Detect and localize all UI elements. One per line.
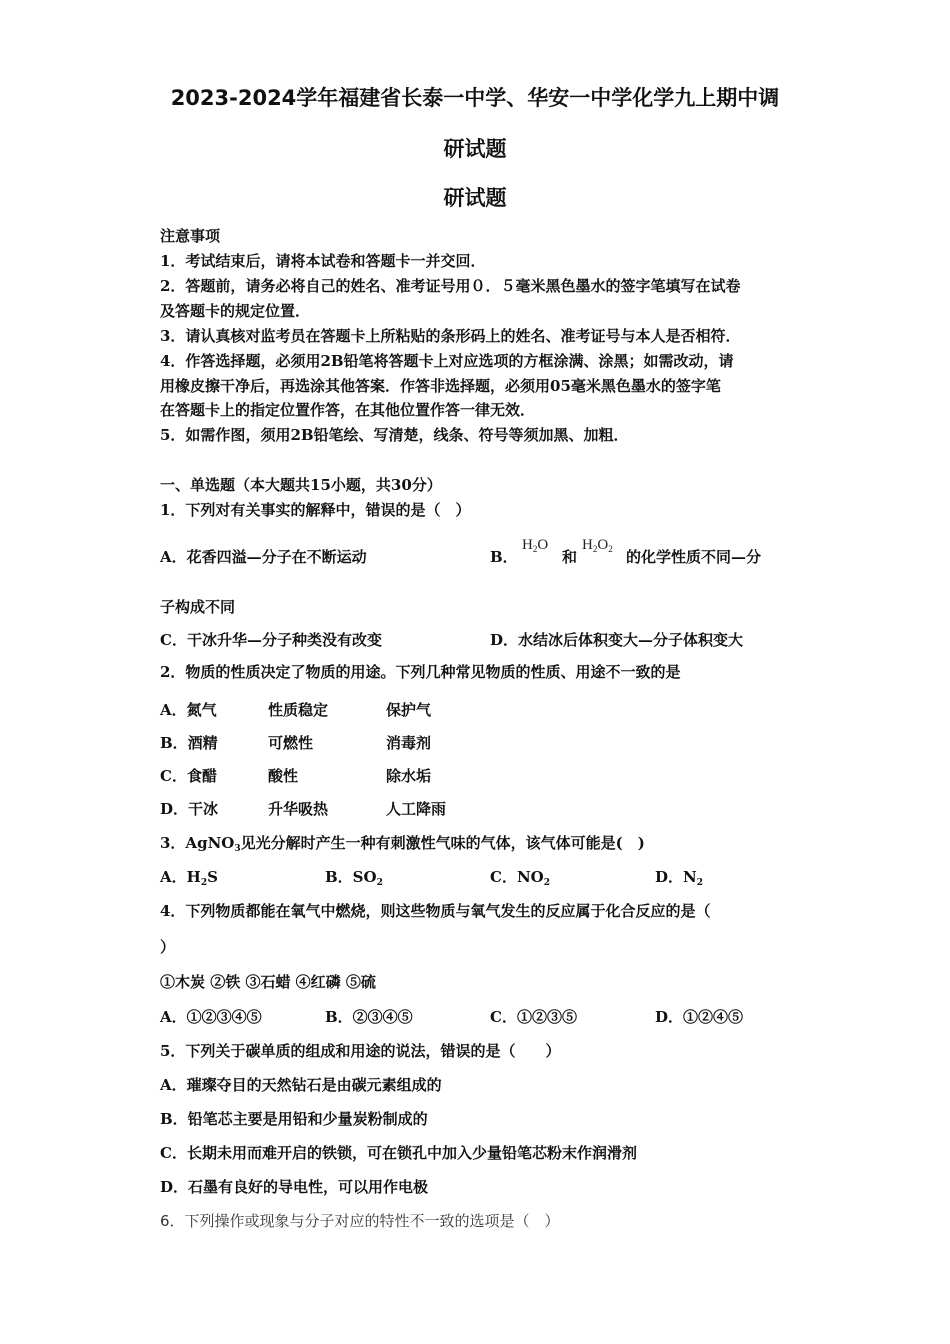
property-cell: 可燃性	[268, 734, 314, 752]
option-label: B．酒精	[160, 734, 218, 752]
option-b: B．铅笔芯主要是用铅和少量炭粉制成的	[160, 1110, 428, 1128]
question-stem: 6．下列操作或现象与分子对应的特性不一致的选项是（ ）	[160, 1212, 560, 1230]
option-d: D．①②④⑤	[655, 1008, 744, 1026]
option-a: A．璀璨夺目的天然钻石是由碳元素组成的	[160, 1076, 442, 1094]
notice-item: 2．答题前，请务必将自己的姓名、准考证号用０．５毫米黑色墨水的签字笔填写在试卷	[160, 277, 741, 295]
notice-item: 4．作答选择题，必须用2B铅笔将答题卡上对应选项的方框涂满、涂黑；如需改动，请	[160, 352, 734, 370]
use-cell: 消毒剂	[386, 734, 432, 752]
option-d: D．石墨有良好的导电性，可以用作电极	[160, 1178, 429, 1196]
option-c: C．①②③⑤	[490, 1008, 577, 1026]
question-stem: 5．下列关于碳单质的组成和用途的说法，错误的是（ ）	[160, 1042, 561, 1060]
use-cell: 保护气	[386, 701, 432, 719]
option-b-prefix: B．	[490, 548, 518, 566]
question-stem-wrap: ）	[160, 938, 176, 956]
option-b-and: 和	[562, 548, 578, 566]
option-c: C．$NO_2$	[490, 868, 550, 888]
option-label: A．氮气	[160, 701, 217, 719]
option-b-wrap: 子构成不同	[160, 598, 236, 616]
option-d: D．水结冰后体积变大—分子体积变大	[490, 631, 744, 649]
option-c: C．长期未用而难开启的铁锁，可在锁孔中加入少量铅笔芯粉末作润滑剂	[160, 1144, 637, 1162]
notice-item: 1．考试结束后，请将本试卷和答题卡一并交回．	[160, 252, 486, 270]
use-cell: 除水垢	[386, 767, 432, 785]
option-label: D．干冰	[160, 800, 219, 818]
property-cell: 酸性	[268, 767, 299, 785]
property-cell: 升华吸热	[268, 800, 329, 818]
option-c: C．干冰升华—分子种类没有改变	[160, 631, 382, 649]
page-title: 2023-2024学年福建省长泰一中学、华安一中学化学九上期中调	[170, 86, 780, 110]
option-b-text: 的化学性质不同—分	[626, 548, 762, 566]
notice-heading: 注意事项	[160, 227, 221, 245]
question-stem: 3．AgNO$_3$见光分解时产生一种有刺激性气味的气体，该气体可能是( )	[160, 834, 645, 854]
option-b: B．$SO_2$	[325, 868, 383, 888]
question-stem: 1．下列对有关事实的解释中，错误的是（ ）	[160, 501, 471, 519]
option-b: B．②③④⑤	[325, 1008, 413, 1026]
option-a: A．花香四溢—分子在不断运动	[160, 548, 367, 566]
page-subtitle: 研试题	[443, 186, 507, 210]
question-stem: 4．下列物质都能在氧气中燃烧，则这些物质与氧气发生的反应属于化合反应的是（	[160, 902, 711, 920]
formula-h2o: $H_2O$	[522, 537, 549, 554]
option-d: D．$N_2$	[655, 868, 703, 888]
option-label: C．食醋	[160, 767, 217, 785]
option-a: A．$H_2S$	[160, 868, 218, 888]
notice-item: 5．如需作图，须用2B铅笔绘、写清楚，线条、符号等须加黑、加粗．	[160, 426, 629, 444]
substance-list: ①木炭 ②铁 ③石蜡 ④红磷 ⑤硫	[160, 973, 376, 991]
notice-item: 用橡皮擦干净后，再选涂其他答案．作答非选择题，必须用05毫米黑色墨水的签字笔	[160, 377, 721, 395]
notice-item: 在答题卡上的指定位置作答，在其他位置作答一律无效．	[160, 401, 536, 419]
formula-h2o2: $H_2O_2$	[582, 537, 613, 554]
question-stem: 2．物质的性质决定了物质的用途。下列几种常见物质的性质、用途不一致的是	[160, 663, 681, 681]
section-heading: 一、单选题（本大题共15小题，共30分）	[160, 476, 442, 494]
notice-item: 及答题卡的规定位置．	[160, 302, 311, 320]
use-cell: 人工降雨	[386, 800, 447, 818]
notice-item: 3．请认真核对监考员在答题卡上所粘贴的条形码上的姓名、准考证号与本人是否相符．	[160, 327, 741, 345]
property-cell: 性质稳定	[268, 701, 329, 719]
option-a: A．①②③④⑤	[160, 1008, 262, 1026]
page-title-line2: 研试题	[443, 137, 507, 161]
